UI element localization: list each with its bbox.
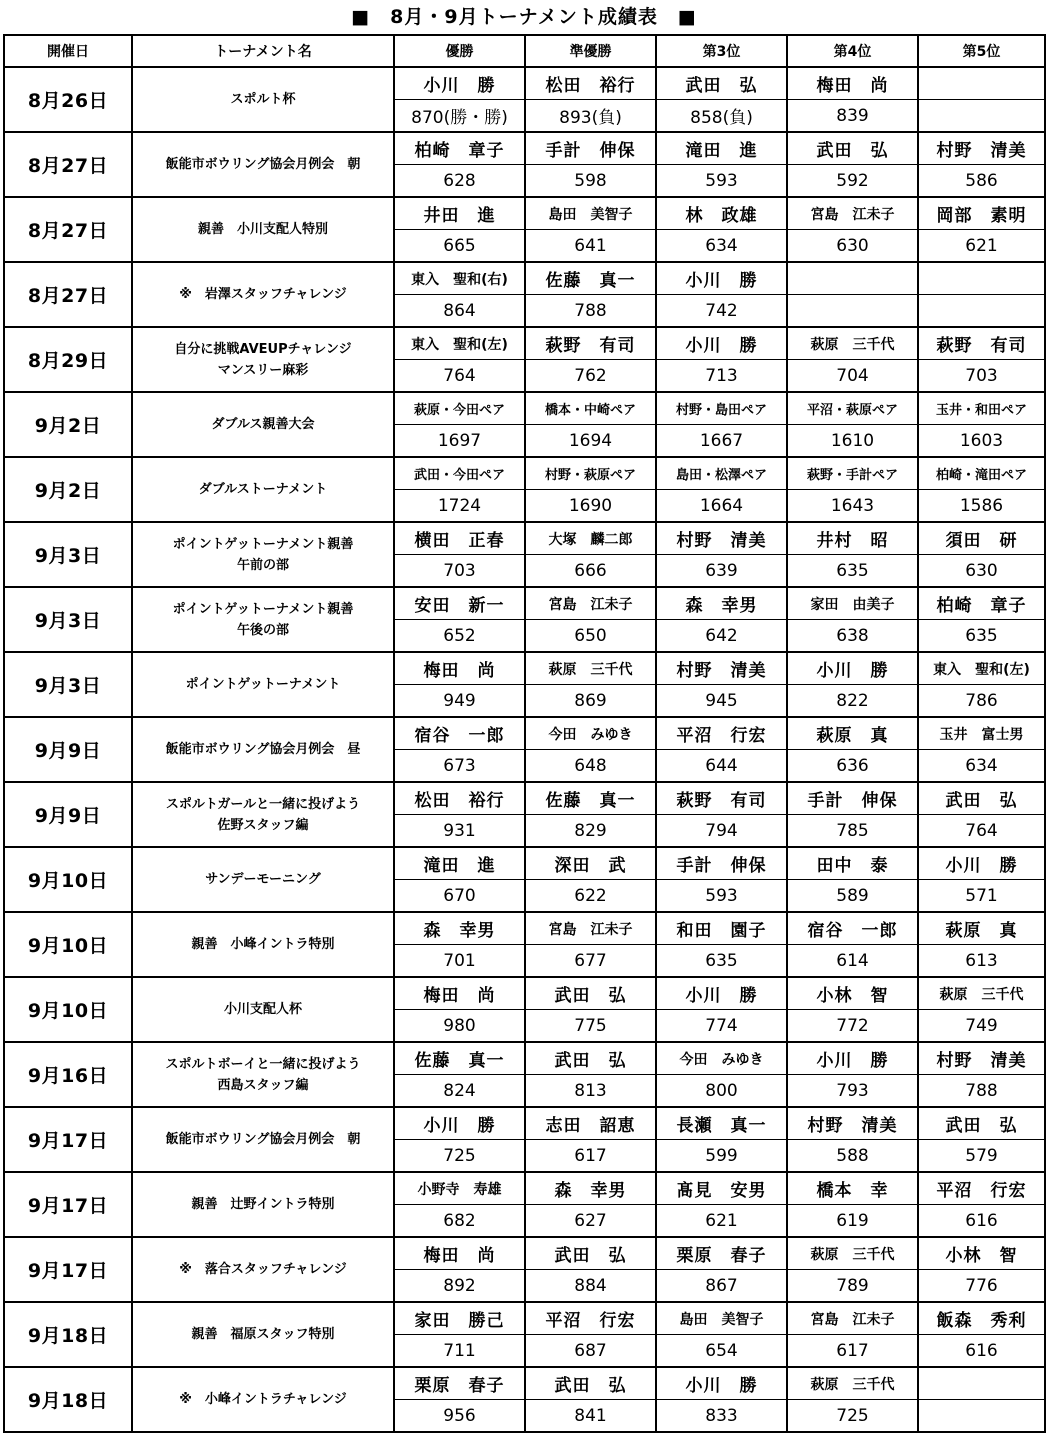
score-fifth: 586 [918,165,1045,198]
score-third: 642 [656,620,787,653]
player-fifth: 柏崎・滝田ペア [918,457,1045,490]
player-fourth: 小川 勝 [787,1042,918,1075]
player-fifth: 飯森 秀利 [918,1302,1045,1335]
table-row [4,392,1045,425]
event-date: 9月17日 [4,1172,132,1237]
player-second: 武田 弘 [525,1367,656,1400]
score-fifth: 764 [918,815,1045,848]
player-second: 平沼 行宏 [525,1302,656,1335]
score-second: 677 [525,945,656,978]
score-fourth: 839 [787,100,918,133]
score-second: 650 [525,620,656,653]
player-third: 和田 園子 [656,912,787,945]
table-row [4,912,1045,945]
score-third: 635 [656,945,787,978]
score-fourth: 630 [787,230,918,263]
tournament-name: 飯能市ボウリング協会月例会 朝 [132,1107,394,1172]
score-second: 627 [525,1205,656,1238]
score-first: 892 [394,1270,525,1303]
event-date: 9月10日 [4,912,132,977]
score-fourth: 589 [787,880,918,913]
tournament-name: 親善 小峰イントラ特別 [132,912,394,977]
tournament-name: 自分に挑戦AVEUPチャレンジ マンスリー麻彩 [132,327,394,392]
player-first: 梅田 尚 [394,977,525,1010]
score-second: 884 [525,1270,656,1303]
score-second: 841 [525,1400,656,1433]
player-fifth [918,1367,1045,1400]
score-second: 622 [525,880,656,913]
player-first: 東入 聖和(左) [394,327,525,360]
score-fourth: 636 [787,750,918,783]
player-fifth: 平沼 行宏 [918,1172,1045,1205]
score-second: 869 [525,685,656,718]
table-row [4,522,1045,555]
event-date: 9月18日 [4,1367,132,1432]
score-fourth: 704 [787,360,918,393]
score-first: 949 [394,685,525,718]
player-second: 今田 みゆき [525,717,656,750]
event-date: 8月27日 [4,132,132,197]
score-fifth: 579 [918,1140,1045,1173]
player-fourth: 萩原 三千代 [787,1367,918,1400]
player-fourth: 梅田 尚 [787,67,918,100]
score-first: 665 [394,230,525,263]
score-fourth: 793 [787,1075,918,1108]
player-second: 手計 伸保 [525,132,656,165]
score-fifth: 776 [918,1270,1045,1303]
tournament-name: スポルトボーイと一緒に投げよう 西島スタッフ編 [132,1042,394,1107]
player-fifth: 武田 弘 [918,1107,1045,1140]
player-second: 橋本・中崎ペア [525,392,656,425]
event-date: 9月2日 [4,457,132,522]
score-second: 687 [525,1335,656,1368]
score-fifth: 634 [918,750,1045,783]
score-first: 725 [394,1140,525,1173]
score-third: 593 [656,880,787,913]
player-second: 武田 弘 [525,977,656,1010]
player-second: 森 幸男 [525,1172,656,1205]
score-fourth: 725 [787,1400,918,1433]
player-fifth: 玉井 富士男 [918,717,1045,750]
score-third: 599 [656,1140,787,1173]
score-first: 980 [394,1010,525,1043]
player-first: 宿谷 一郎 [394,717,525,750]
player-third: 手計 伸保 [656,847,787,880]
score-first: 670 [394,880,525,913]
score-third: 639 [656,555,787,588]
table-row [4,587,1045,620]
player-second: 志田 詔恵 [525,1107,656,1140]
player-fourth: 井村 昭 [787,522,918,555]
table-row [4,717,1045,750]
player-fourth: 武田 弘 [787,132,918,165]
player-third: 平沼 行宏 [656,717,787,750]
player-fifth: 小林 智 [918,1237,1045,1270]
score-first: 711 [394,1335,525,1368]
score-second: 641 [525,230,656,263]
player-fourth: 田中 泰 [787,847,918,880]
player-fourth [787,262,918,295]
player-second: 武田 弘 [525,1042,656,1075]
player-third: 小川 勝 [656,977,787,1010]
event-date: 9月9日 [4,782,132,847]
event-date: 8月26日 [4,67,132,132]
score-fourth: 619 [787,1205,918,1238]
player-first: 小川 勝 [394,67,525,100]
score-fourth: 1610 [787,425,918,458]
score-first: 764 [394,360,525,393]
player-fifth [918,262,1045,295]
score-second: 617 [525,1140,656,1173]
score-first: 701 [394,945,525,978]
score-second: 1694 [525,425,656,458]
score-third: 794 [656,815,787,848]
score-third: 621 [656,1205,787,1238]
player-fifth: 柏崎 章子 [918,587,1045,620]
score-fifth [918,295,1045,328]
score-third: 634 [656,230,787,263]
table-row [4,782,1045,815]
event-date: 9月2日 [4,392,132,457]
score-second: 598 [525,165,656,198]
score-third: 654 [656,1335,787,1368]
score-first: 870(勝・勝) [394,100,525,133]
player-third: 島田 美智子 [656,1302,787,1335]
score-first: 824 [394,1075,525,1108]
event-date: 9月18日 [4,1302,132,1367]
tournament-name: サンデーモーニング [132,847,394,912]
tournament-name: ポイントゲットーナメント親善 午前の部 [132,522,394,587]
player-fourth: 宿谷 一郎 [787,912,918,945]
player-second: 萩原 三千代 [525,652,656,685]
score-second: 813 [525,1075,656,1108]
player-first: 松田 裕行 [394,782,525,815]
header-fifth: 第5位 [918,35,1045,67]
player-first: 小川 勝 [394,1107,525,1140]
player-first: 梅田 尚 [394,1237,525,1270]
score-first: 628 [394,165,525,198]
player-fifth: 岡部 素明 [918,197,1045,230]
player-fourth: 萩原 三千代 [787,1237,918,1270]
table-row [4,1302,1045,1335]
tournament-name: 親善 辻野イントラ特別 [132,1172,394,1237]
score-fourth: 588 [787,1140,918,1173]
player-fourth: 小川 勝 [787,652,918,685]
header-first: 優勝 [394,35,525,67]
table-row [4,262,1045,295]
player-third: 武田 弘 [656,67,787,100]
score-first: 703 [394,555,525,588]
player-fifth: 小川 勝 [918,847,1045,880]
player-first: 梅田 尚 [394,652,525,685]
table-row [4,1107,1045,1140]
score-fourth: 592 [787,165,918,198]
score-fifth: 1586 [918,490,1045,523]
score-first: 931 [394,815,525,848]
player-second: 島田 美智子 [525,197,656,230]
score-third: 593 [656,165,787,198]
player-fourth: 橋本 幸 [787,1172,918,1205]
score-second: 829 [525,815,656,848]
player-fourth: 家田 由美子 [787,587,918,620]
score-fourth: 1643 [787,490,918,523]
score-fifth: 749 [918,1010,1045,1043]
event-date: 9月16日 [4,1042,132,1107]
player-second: 深田 武 [525,847,656,880]
score-fifth [918,1400,1045,1433]
player-fifth: 萩原 真 [918,912,1045,945]
table-row [4,1367,1045,1400]
score-third: 800 [656,1075,787,1108]
player-fourth: 村野 清美 [787,1107,918,1140]
score-fourth: 638 [787,620,918,653]
score-first: 1697 [394,425,525,458]
score-second: 648 [525,750,656,783]
player-second: 萩野 有司 [525,327,656,360]
event-date: 9月3日 [4,652,132,717]
results-table [3,34,1046,1433]
score-fifth: 635 [918,620,1045,653]
player-first: 柏崎 章子 [394,132,525,165]
tournament-name: スポルトガールと一緒に投げよう 佐野スタッフ編 [132,782,394,847]
player-first: 横田 正春 [394,522,525,555]
score-fourth [787,295,918,328]
player-second: 村野・萩原ペア [525,457,656,490]
tournament-name: ポイントゲットーナメント親善 午後の部 [132,587,394,652]
score-third: 774 [656,1010,787,1043]
table-row [4,457,1045,490]
score-third: 867 [656,1270,787,1303]
score-fifth: 1603 [918,425,1045,458]
header-second: 準優勝 [525,35,656,67]
event-date: 8月27日 [4,197,132,262]
player-first: 佐藤 真一 [394,1042,525,1075]
player-first: 滝田 進 [394,847,525,880]
player-fifth: 東入 聖和(左) [918,652,1045,685]
player-third: 髙見 安男 [656,1172,787,1205]
player-third: 小川 勝 [656,262,787,295]
table-row [4,67,1045,100]
score-first: 1724 [394,490,525,523]
header-date: 開催日 [4,35,132,67]
score-fifth: 616 [918,1335,1045,1368]
tournament-name: 飯能市ボウリング協会月例会 朝 [132,132,394,197]
player-third: 島田・松澤ペア [656,457,787,490]
player-second: 佐藤 真一 [525,782,656,815]
score-second: 893(負) [525,100,656,133]
score-first: 682 [394,1205,525,1238]
player-first: 武田・今田ペア [394,457,525,490]
player-third: 栗原 春子 [656,1237,787,1270]
score-fifth [918,100,1045,133]
player-second: 大塚 麟二郎 [525,522,656,555]
header-tournament: トーナメント名 [132,35,394,67]
score-fourth: 635 [787,555,918,588]
player-fourth: 小林 智 [787,977,918,1010]
score-fifth: 613 [918,945,1045,978]
table-row [4,1172,1045,1205]
table-row [4,132,1045,165]
player-fourth: 萩原 三千代 [787,327,918,360]
player-third: 村野 清美 [656,522,787,555]
player-fifth: 村野 清美 [918,1042,1045,1075]
tournament-name: ※ 小峰イントラチャレンジ [132,1367,394,1432]
score-second: 775 [525,1010,656,1043]
tournament-name: 親善 小川支配人特別 [132,197,394,262]
tournament-name: ダブルストーナメント [132,457,394,522]
score-second: 788 [525,295,656,328]
score-fourth: 614 [787,945,918,978]
player-fourth: 宮島 江未子 [787,197,918,230]
player-fifth: 須田 研 [918,522,1045,555]
score-fifth: 630 [918,555,1045,588]
score-first: 956 [394,1400,525,1433]
score-second: 1690 [525,490,656,523]
player-fifth: 武田 弘 [918,782,1045,815]
tournament-name: ダブルス親善大会 [132,392,394,457]
player-fifth: 玉井・和田ペア [918,392,1045,425]
score-fifth: 703 [918,360,1045,393]
score-third: 1667 [656,425,787,458]
player-fourth: 萩野・手計ペア [787,457,918,490]
player-fifth: 村野 清美 [918,132,1045,165]
score-fourth: 785 [787,815,918,848]
score-fifth: 571 [918,880,1045,913]
event-date: 9月9日 [4,717,132,782]
table-row [4,1237,1045,1270]
player-fourth: 萩原 真 [787,717,918,750]
score-first: 673 [394,750,525,783]
score-fourth: 789 [787,1270,918,1303]
event-date: 9月17日 [4,1107,132,1172]
score-third: 644 [656,750,787,783]
table-row [4,977,1045,1010]
player-second: 佐藤 真一 [525,262,656,295]
player-fifth [918,67,1045,100]
header-third: 第3位 [656,35,787,67]
results-body [4,67,1045,1432]
score-second: 666 [525,555,656,588]
tournament-name: 飯能市ボウリング協会月例会 昼 [132,717,394,782]
score-fourth: 772 [787,1010,918,1043]
player-second: 宮島 江未子 [525,912,656,945]
score-third: 945 [656,685,787,718]
header-row [4,35,1045,67]
score-fifth: 621 [918,230,1045,263]
score-fifth: 616 [918,1205,1045,1238]
player-third: 萩野 有司 [656,782,787,815]
player-third: 小川 勝 [656,327,787,360]
event-date: 9月3日 [4,522,132,587]
tournament-name: ポイントゲットーナメント [132,652,394,717]
table-row [4,327,1045,360]
player-third: 森 幸男 [656,587,787,620]
player-third: 村野 清美 [656,652,787,685]
event-date: 9月10日 [4,847,132,912]
player-first: 家田 勝己 [394,1302,525,1335]
player-second: 武田 弘 [525,1237,656,1270]
player-third: 滝田 進 [656,132,787,165]
player-second: 松田 裕行 [525,67,656,100]
player-third: 長瀬 真一 [656,1107,787,1140]
player-third: 林 政雄 [656,197,787,230]
table-row [4,652,1045,685]
score-first: 652 [394,620,525,653]
event-date: 9月17日 [4,1237,132,1302]
tournament-name: ※ 岩澤スタッフチャレンジ [132,262,394,327]
player-third: 今田 みゆき [656,1042,787,1075]
player-first: 森 幸男 [394,912,525,945]
player-third: 村野・島田ペア [656,392,787,425]
player-fourth: 手計 伸保 [787,782,918,815]
player-first: 東入 聖和(右) [394,262,525,295]
score-third: 858(負) [656,100,787,133]
player-first: 安田 新一 [394,587,525,620]
table-row [4,197,1045,230]
score-fifth: 786 [918,685,1045,718]
score-fourth: 617 [787,1335,918,1368]
score-fifth: 788 [918,1075,1045,1108]
tournament-name: 小川支配人杯 [132,977,394,1042]
score-third: 713 [656,360,787,393]
table-row [4,847,1045,880]
table-row [4,1042,1045,1075]
score-fourth: 822 [787,685,918,718]
score-third: 833 [656,1400,787,1433]
player-second: 宮島 江未子 [525,587,656,620]
player-first: 小野寺 寿雄 [394,1172,525,1205]
event-date: 9月3日 [4,587,132,652]
header-fourth: 第4位 [787,35,918,67]
event-date: 8月29日 [4,327,132,392]
tournament-name: 親善 福原スタッフ特別 [132,1302,394,1367]
score-third: 742 [656,295,787,328]
player-first: 井田 進 [394,197,525,230]
score-first: 864 [394,295,525,328]
player-fourth: 宮島 江未子 [787,1302,918,1335]
tournament-name: ※ 落合スタッフチャレンジ [132,1237,394,1302]
tournament-name: スポルト杯 [132,67,394,132]
player-third: 小川 勝 [656,1367,787,1400]
player-fourth: 平沼・萩原ペア [787,392,918,425]
score-second: 762 [525,360,656,393]
event-date: 9月10日 [4,977,132,1042]
player-first: 栗原 春子 [394,1367,525,1400]
player-fifth: 萩原 三千代 [918,977,1045,1010]
score-third: 1664 [656,490,787,523]
event-date: 8月27日 [4,262,132,327]
player-first: 萩原・今田ペア [394,392,525,425]
player-fifth: 萩野 有司 [918,327,1045,360]
page-title: ■ 8月・9月トーナメント成績表 ■ [351,6,697,28]
